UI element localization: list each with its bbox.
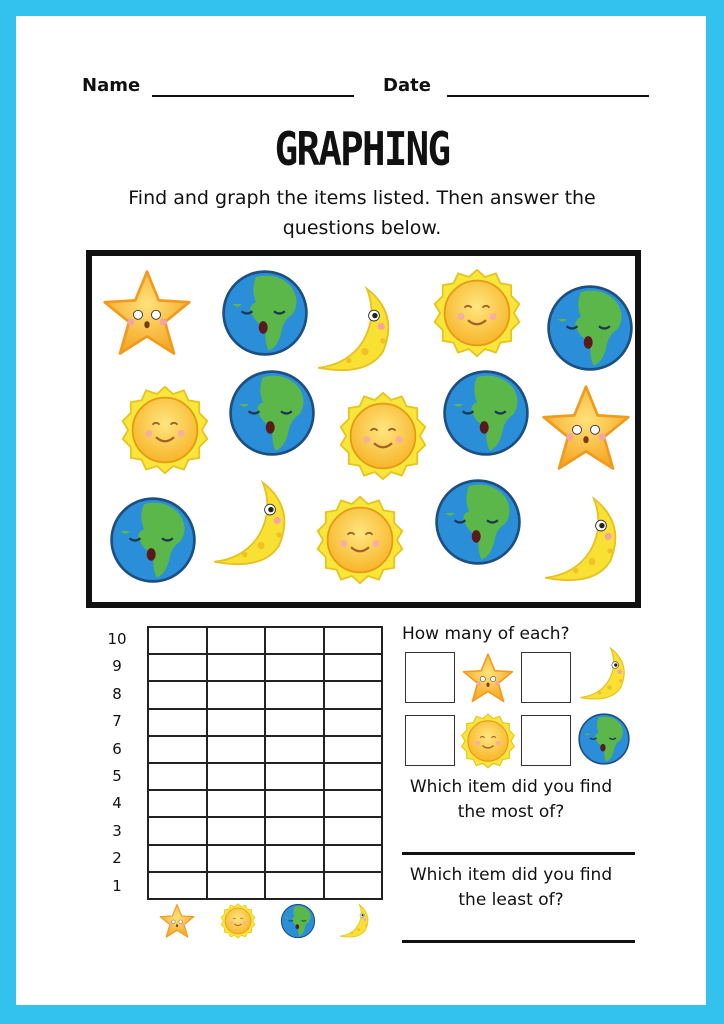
bar-graph-grid: [147, 626, 383, 900]
graph-cell[interactable]: [265, 736, 324, 763]
graph-cell[interactable]: [324, 872, 383, 899]
name-label: Name: [82, 75, 141, 96]
graph-cell[interactable]: [265, 872, 324, 899]
graph-cell[interactable]: [324, 681, 383, 708]
y-axis-label: 3: [112, 821, 122, 840]
y-axis-label: 10: [107, 630, 127, 648]
graph-cell[interactable]: [324, 845, 383, 872]
y-axis-label: 2: [112, 849, 122, 868]
star-icon: [102, 268, 192, 358]
date-field[interactable]: [447, 95, 649, 97]
graph-cell[interactable]: [148, 763, 207, 790]
graph-cell[interactable]: [265, 817, 324, 844]
moon-count-box[interactable]: [521, 652, 571, 703]
graph-cell[interactable]: [207, 627, 266, 654]
instructions-line-1: Find and graph the items listed. Then answer the: [128, 187, 596, 209]
graph-cell[interactable]: [265, 845, 324, 872]
y-axis-label: 9: [112, 657, 122, 676]
y-axis-label: 8: [112, 684, 122, 703]
moon-icon: [538, 495, 628, 585]
sun-icon: [120, 385, 210, 475]
graph-cell[interactable]: [324, 763, 383, 790]
instructions-line-2: questions below.: [282, 217, 442, 239]
sun-icon: [460, 713, 516, 769]
earth-icon: [280, 903, 316, 939]
y-axis-label: 7: [112, 712, 122, 731]
graph-cell[interactable]: [148, 817, 207, 844]
sun-icon: [338, 391, 428, 481]
graph-cell[interactable]: [265, 681, 324, 708]
date-label: Date: [383, 75, 431, 96]
earth-icon: [441, 368, 531, 458]
graph-cell[interactable]: [324, 709, 383, 736]
graph-cell[interactable]: [148, 709, 207, 736]
graph-cell[interactable]: [207, 709, 266, 736]
how-many-heading: How many of each?: [402, 624, 570, 644]
earth-count-box[interactable]: [521, 715, 571, 766]
graph-cell[interactable]: [148, 872, 207, 899]
most-question-line-1: Which item did you find: [409, 777, 613, 797]
earth-icon: [108, 495, 198, 585]
graph-cell[interactable]: [207, 845, 266, 872]
star-icon: [159, 903, 195, 939]
least-question-line-1: Which item did you find: [409, 865, 613, 885]
earth-icon: [220, 268, 310, 358]
graph-cell[interactable]: [265, 790, 324, 817]
graph-cell[interactable]: [265, 654, 324, 681]
earth-icon: [577, 712, 631, 766]
graph-cell[interactable]: [324, 790, 383, 817]
least-answer-line[interactable]: [402, 940, 635, 943]
graph-cell[interactable]: [324, 736, 383, 763]
graph-cell[interactable]: [148, 790, 207, 817]
sun-count-box[interactable]: [405, 715, 455, 766]
y-axis-label: 6: [112, 739, 122, 758]
sun-icon: [432, 268, 522, 358]
graph-cell[interactable]: [324, 817, 383, 844]
most-answer-line[interactable]: [402, 852, 635, 855]
graph-cell[interactable]: [265, 709, 324, 736]
star-icon: [541, 383, 631, 473]
earth-icon: [545, 283, 635, 373]
earth-icon: [433, 477, 523, 567]
moon-icon: [337, 903, 373, 939]
graph-cell[interactable]: [207, 736, 266, 763]
y-axis-label: 1: [112, 876, 122, 895]
graph-cell[interactable]: [265, 627, 324, 654]
graph-cell[interactable]: [148, 627, 207, 654]
graph-cell[interactable]: [207, 763, 266, 790]
earth-icon: [227, 368, 317, 458]
least-question-line-2: the least of?: [458, 890, 564, 910]
graph-cell[interactable]: [207, 681, 266, 708]
graph-cell[interactable]: [207, 872, 266, 899]
graph-cell[interactable]: [148, 845, 207, 872]
y-axis-label: 5: [112, 767, 122, 785]
y-axis-label: 4: [112, 794, 122, 813]
moon-icon: [576, 644, 632, 704]
graph-cell[interactable]: [207, 817, 266, 844]
graph-cell[interactable]: [324, 654, 383, 681]
sun-icon: [315, 495, 405, 585]
moon-icon: [207, 479, 297, 569]
graph-cell[interactable]: [148, 654, 207, 681]
graph-cell[interactable]: [148, 736, 207, 763]
sun-icon: [220, 903, 256, 939]
star-count-box[interactable]: [405, 652, 455, 703]
graph-cell[interactable]: [324, 627, 383, 654]
star-icon: [462, 652, 514, 704]
graph-cell[interactable]: [148, 681, 207, 708]
name-field[interactable]: [152, 95, 354, 97]
page-title: GRAPHING: [274, 122, 450, 176]
graph-cell[interactable]: [265, 763, 324, 790]
most-question-line-2: the most of?: [457, 802, 565, 822]
graph-cell[interactable]: [207, 790, 266, 817]
graph-cell[interactable]: [207, 654, 266, 681]
moon-icon: [311, 285, 401, 375]
